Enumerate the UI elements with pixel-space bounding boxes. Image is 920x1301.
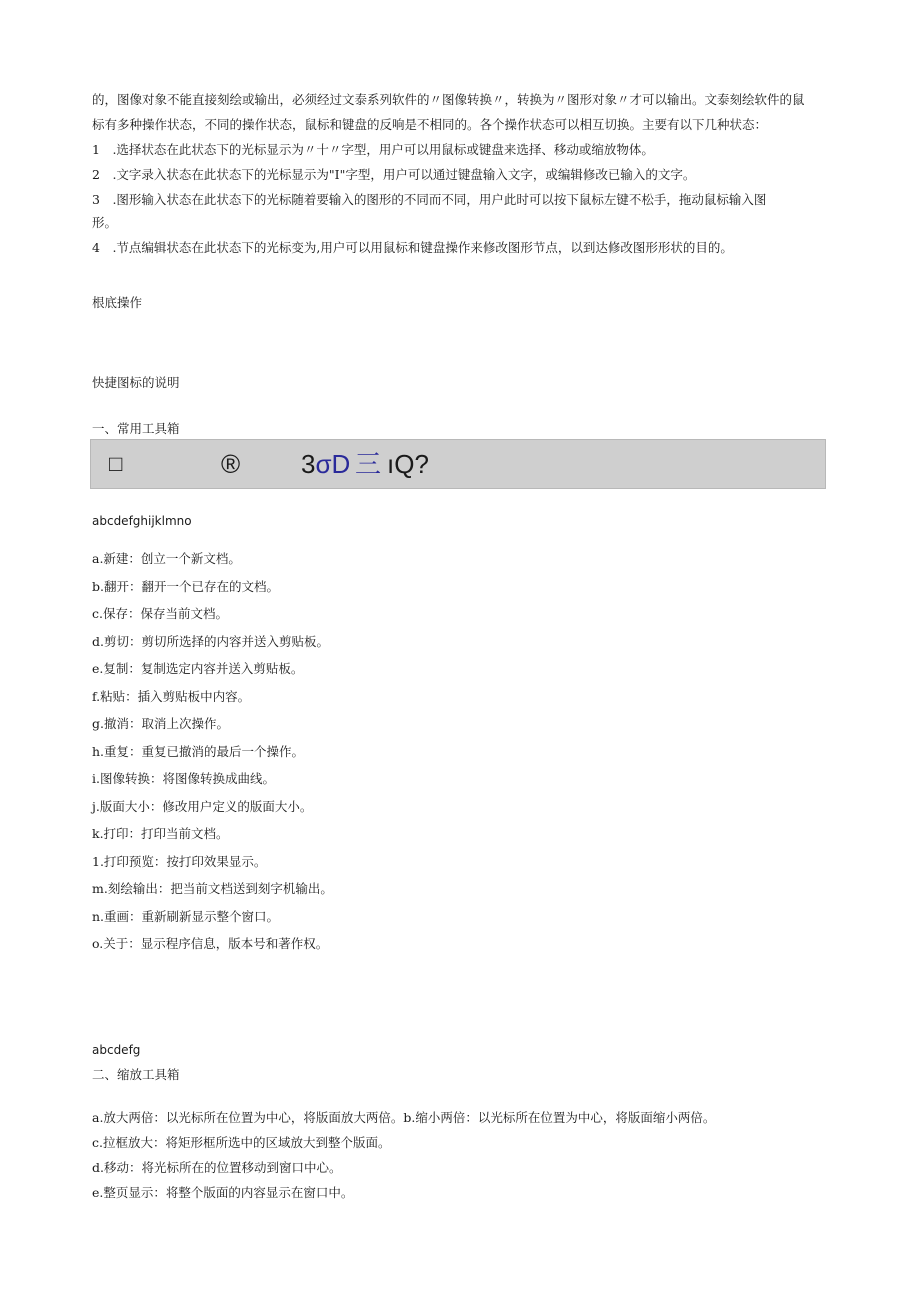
toolbar-glyph-od: σD [315, 449, 351, 479]
state-item-4: 4 .节点编辑状态在此状态下的光标变为,用户可以用鼠标和键盘操作来修改图形节点，以到达修改图形形状的目的。 [92, 240, 733, 255]
list-item: n.重画：重新刷新显示整个窗口。 [92, 909, 280, 924]
intro-line-2: 标有多种操作状态，不同的操作状态，鼠标和键盘的反响是不相同的。各个操作状态可以相互切换。主要有以下几种状态： [92, 117, 768, 132]
three-lines-icon: 三 [355, 449, 382, 479]
common-letters: abcdefghijklmno [92, 514, 192, 528]
list-item: a.放大两倍：以光标所在位置为中心，将版面放大两倍。b.缩小两倍：以光标所在位置为中心，将版面缩小两倍。 [92, 1110, 716, 1125]
state-item-3: 3 .图形输入状态在此状态下的光标随着要输入的图形的不同而不同，用户此时可以按下鼠标左键不松手，拖动鼠标输入图 [92, 192, 767, 207]
toolbar-glyph-3o: 3 [301, 449, 316, 479]
state-item-1: 1 .选择状态在此状态下的光标显示为〃十〃字型，用户可以用鼠标或键盘来选择、移动或缩放物体。 [92, 142, 654, 157]
list-item: c.拉框放大：将矩形框所选中的区域放大到整个版面。 [92, 1135, 391, 1150]
state-item-2: 2 .文字录入状态在此状态下的光标显示为"I"字型，用户可以通过键盘输入文字，或编辑修改已输入的文字。 [92, 167, 696, 182]
heading-basic: 根底操作 [92, 295, 143, 310]
zoom-letters: abcdefg [92, 1043, 141, 1057]
heading-shortcut: 快捷图标的说明 [92, 375, 180, 390]
list-item: d.剪切：剪切所选择的内容并送入剪贴板。 [92, 634, 329, 649]
list-item: e.复制：复制选定内容并送入剪贴板。 [92, 661, 304, 676]
registered-icon: ® [221, 449, 241, 479]
zoom-help-icon: ıQ? [387, 449, 429, 479]
list-item: 1.打印预览：按打印效果显示。 [92, 854, 267, 869]
heading-zoom-toolbox: 二、缩放工具箱 [92, 1067, 180, 1082]
list-item: b.翻开：翻开一个已存在的文档。 [92, 579, 279, 594]
list-item: f.粘贴：插入剪贴板中内容。 [92, 689, 251, 704]
list-item: o.关于：显示程序信息，版本号和著作权。 [92, 936, 329, 951]
list-item: k.打印：打印当前文档。 [92, 826, 229, 841]
list-item: a.新建：创立一个新文档。 [92, 551, 241, 566]
list-item: e.整页显示：将整个版面的内容显示在窗口中。 [92, 1185, 354, 1200]
list-item: c.保存：保存当前文档。 [92, 606, 228, 621]
intro-line-1: 的，图像对象不能直接刻绘或输出，必须经过文泰系列软件的〃图像转换〃，转换为〃图形对象〃才可以输出。文泰刻绘软件的鼠 [92, 92, 805, 107]
list-item: i.图像转换：将图像转换成曲线。 [92, 771, 275, 786]
list-item: d.移动：将光标所在的位置移动到窗口中心。 [92, 1160, 342, 1175]
list-item: h.重复：重复已撤消的最后一个操作。 [92, 744, 305, 759]
toolbar-glyph-3od [301, 448, 350, 480]
square-icon: □ [109, 451, 123, 476]
heading-common-toolbox: 一、常用工具箱 [92, 421, 180, 436]
list-item: j.版面大小：修改用户定义的版面大小。 [92, 799, 313, 814]
list-item: m.刻绘输出：把当前文档送到刻字机输出。 [92, 881, 333, 896]
list-item: g.撤消：取消上次操作。 [92, 716, 229, 731]
state-item-3-cont: 形。 [92, 215, 118, 230]
common-toolbar-image [90, 439, 826, 489]
